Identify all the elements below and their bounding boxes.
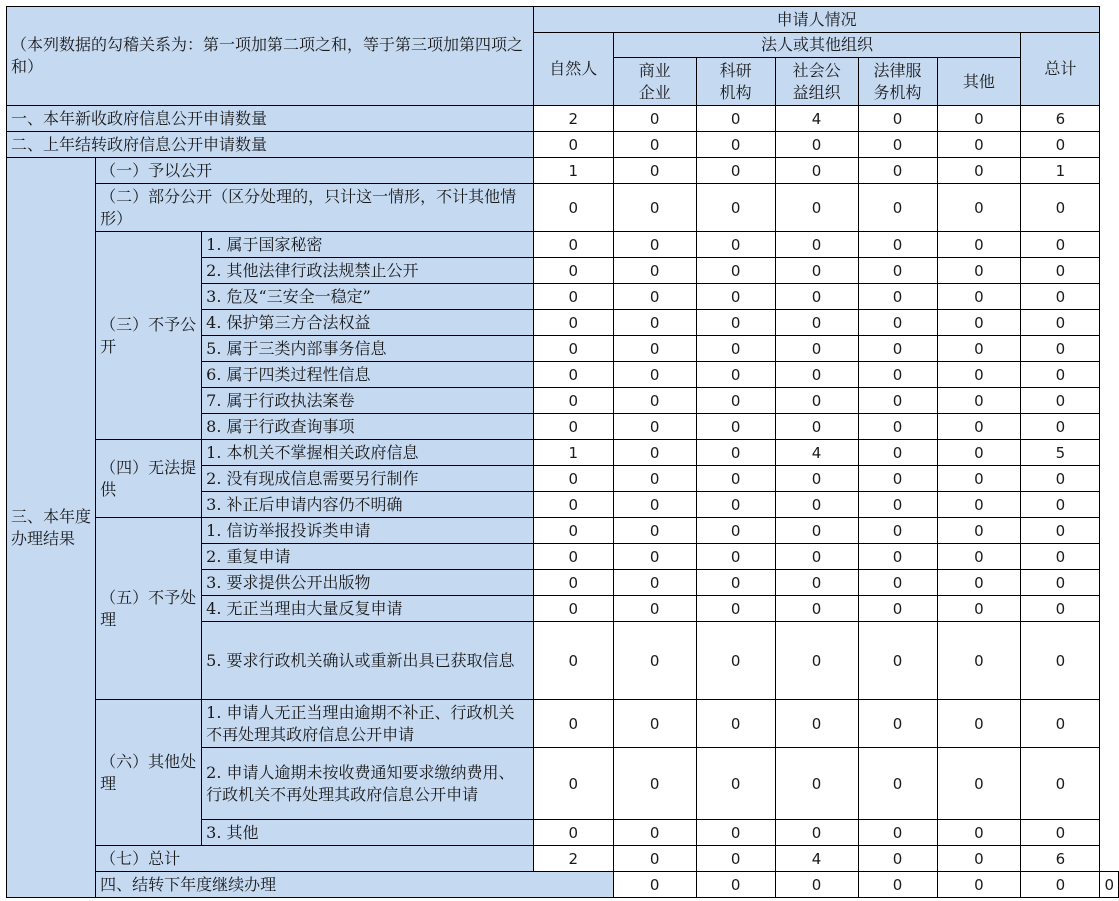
cell: 4 xyxy=(775,440,858,466)
cell: 0 xyxy=(1021,258,1100,284)
cell: 1 xyxy=(533,440,613,466)
row-label: 2. 重复申请 xyxy=(202,544,534,570)
row-label: 2. 没有现成信息需要另行制作 xyxy=(202,466,534,492)
cell: 0 xyxy=(533,820,613,846)
cell: 1 xyxy=(1021,158,1100,184)
cell: 0 xyxy=(937,310,1021,336)
cell: 0 xyxy=(858,258,937,284)
cell: 0 xyxy=(696,158,775,184)
cell: 0 xyxy=(696,748,775,820)
table-row xyxy=(7,232,1119,258)
statistics-table xyxy=(6,6,1119,898)
table-row xyxy=(7,132,1119,158)
header-social: 社会公 益组织 xyxy=(775,58,858,106)
cell: 0 xyxy=(696,466,775,492)
cell: 0 xyxy=(775,310,858,336)
cell: 0 xyxy=(937,544,1021,570)
cell: 0 xyxy=(775,284,858,310)
cell: 0 xyxy=(613,872,696,898)
cell: 0 xyxy=(937,748,1021,820)
cell: 0 xyxy=(1021,700,1100,748)
header-note: （本列数据的勾稽关系为：第一项加第二项之和，等于第三项加第四项之和） xyxy=(7,7,534,106)
row-label: 3. 补正后申请内容仍不明确 xyxy=(202,492,534,518)
row-label: 2. 申请人逾期未按收费通知要求缴纳费用、行政机关不再处理其政府信息公开申请 xyxy=(202,748,534,820)
cell: 0 xyxy=(937,106,1021,132)
cell: 0 xyxy=(696,622,775,700)
cell: 0 xyxy=(696,820,775,846)
cell: 0 xyxy=(858,700,937,748)
cell: 0 xyxy=(1021,544,1100,570)
cell: 0 xyxy=(1021,466,1100,492)
cell: 0 xyxy=(613,596,696,622)
cell: 0 xyxy=(858,440,937,466)
row-label: 8. 属于行政查询事项 xyxy=(202,414,534,440)
cell: 0 xyxy=(696,544,775,570)
header-total: 总计 xyxy=(1021,33,1100,106)
cell: 0 xyxy=(937,872,1021,898)
table-row xyxy=(7,440,1119,466)
cell: 0 xyxy=(696,232,775,258)
cell: 0 xyxy=(858,414,937,440)
cell: 0 xyxy=(696,106,775,132)
cell: 0 xyxy=(858,106,937,132)
cell: 0 xyxy=(613,310,696,336)
cell: 0 xyxy=(1021,622,1100,700)
cell: 0 xyxy=(696,492,775,518)
cell: 0 xyxy=(937,596,1021,622)
cell: 0 xyxy=(696,414,775,440)
cell: 0 xyxy=(775,362,858,388)
cell: 0 xyxy=(937,440,1021,466)
cell: 0 xyxy=(1021,388,1100,414)
row-label: 4. 无正当理由大量反复申请 xyxy=(202,596,534,622)
cell: 0 xyxy=(613,622,696,700)
row-label: 5. 属于三类内部事务信息 xyxy=(202,336,534,362)
row-label: 1. 本机关不掌握相关政府信息 xyxy=(202,440,534,466)
cell: 0 xyxy=(613,388,696,414)
cell: 0 xyxy=(937,820,1021,846)
cell: 0 xyxy=(533,518,613,544)
cell: 0 xyxy=(696,872,775,898)
group-result: 三、本年度办理结果 xyxy=(7,158,96,898)
cell: 0 xyxy=(533,748,613,820)
cell: 0 xyxy=(775,184,858,232)
cell: 4 xyxy=(775,846,858,872)
cell: 0 xyxy=(613,570,696,596)
cell: 0 xyxy=(613,544,696,570)
table-row xyxy=(7,700,1119,748)
cell: 0 xyxy=(775,872,858,898)
cell: 0 xyxy=(613,284,696,310)
cell: 0 xyxy=(1021,414,1100,440)
cell: 0 xyxy=(937,700,1021,748)
cell: 0 xyxy=(858,596,937,622)
cell: 0 xyxy=(533,310,613,336)
cell: 0 xyxy=(775,570,858,596)
group-not-handle: （五）不予处理 xyxy=(96,518,202,700)
cell: 0 xyxy=(696,596,775,622)
cell: 0 xyxy=(533,492,613,518)
cell: 0 xyxy=(533,258,613,284)
cell: 0 xyxy=(775,466,858,492)
cell: 0 xyxy=(1021,518,1100,544)
row-label: 3. 危及“三安全一稳定” xyxy=(202,284,534,310)
cell: 0 xyxy=(696,388,775,414)
cell: 0 xyxy=(1021,284,1100,310)
cell: 0 xyxy=(613,336,696,362)
cell: 0 xyxy=(858,232,937,258)
row-label: 2. 其他法律行政法规禁止公开 xyxy=(202,258,534,284)
cell: 0 xyxy=(1021,872,1100,898)
cell: 0 xyxy=(858,622,937,700)
cell: 0 xyxy=(937,622,1021,700)
row-label: （一）予以公开 xyxy=(96,158,534,184)
cell: 0 xyxy=(533,132,613,158)
cell: 0 xyxy=(613,414,696,440)
cell: 0 xyxy=(696,846,775,872)
cell: 0 xyxy=(858,388,937,414)
cell: 0 xyxy=(533,570,613,596)
cell: 0 xyxy=(1021,336,1100,362)
cell: 0 xyxy=(937,570,1021,596)
cell: 0 xyxy=(937,466,1021,492)
cell: 6 xyxy=(1021,106,1100,132)
cell: 0 xyxy=(775,158,858,184)
cell: 0 xyxy=(937,158,1021,184)
cell: 0 xyxy=(696,362,775,388)
header-applicant: 申请人情况 xyxy=(533,7,1100,33)
cell: 0 xyxy=(696,570,775,596)
cell: 0 xyxy=(613,258,696,284)
cell: 0 xyxy=(775,748,858,820)
cell: 0 xyxy=(775,388,858,414)
cell: 0 xyxy=(696,132,775,158)
cell: 0 xyxy=(775,596,858,622)
header-natural-person: 自然人 xyxy=(533,33,613,106)
cell: 0 xyxy=(533,336,613,362)
header-commercial: 商业 企业 xyxy=(613,58,696,106)
cell: 0 xyxy=(1021,310,1100,336)
cell: 0 xyxy=(775,232,858,258)
row-label: 1. 属于国家秘密 xyxy=(202,232,534,258)
row-label: 1. 信访举报投诉类申请 xyxy=(202,518,534,544)
cell: 0 xyxy=(775,336,858,362)
cell: 0 xyxy=(533,596,613,622)
cell: 0 xyxy=(937,232,1021,258)
cell: 0 xyxy=(937,846,1021,872)
cell: 0 xyxy=(858,872,937,898)
cell: 0 xyxy=(533,544,613,570)
cell: 0 xyxy=(775,544,858,570)
cell: 0 xyxy=(613,184,696,232)
row-label: 3. 其他 xyxy=(202,820,534,846)
cell: 0 xyxy=(775,492,858,518)
cell: 0 xyxy=(613,440,696,466)
cell: 0 xyxy=(613,232,696,258)
cell: 0 xyxy=(533,284,613,310)
cell: 0 xyxy=(1021,362,1100,388)
cell: 0 xyxy=(937,336,1021,362)
cell: 5 xyxy=(1021,440,1100,466)
row-label: 7. 属于行政执法案卷 xyxy=(202,388,534,414)
cell: 0 xyxy=(533,232,613,258)
row-label: （二）部分公开（区分处理的，只计这一情形，不计其他情形） xyxy=(96,184,534,232)
cell: 0 xyxy=(613,158,696,184)
cell: 0 xyxy=(775,414,858,440)
cell: 0 xyxy=(1100,872,1119,898)
row-label: 一、本年新收政府信息公开申请数量 xyxy=(7,106,534,132)
row-label: 6. 属于四类过程性信息 xyxy=(202,362,534,388)
cell: 0 xyxy=(533,622,613,700)
cell: 0 xyxy=(696,184,775,232)
group-other-handle: （六）其他处理 xyxy=(96,700,202,846)
cell: 0 xyxy=(937,492,1021,518)
table-row xyxy=(7,158,1119,184)
cell: 6 xyxy=(1021,846,1100,872)
cell: 0 xyxy=(533,362,613,388)
cell: 0 xyxy=(613,466,696,492)
cell: 0 xyxy=(858,184,937,232)
cell: 0 xyxy=(858,492,937,518)
cell: 0 xyxy=(1021,132,1100,158)
cell: 0 xyxy=(533,466,613,492)
cell: 0 xyxy=(533,414,613,440)
cell: 0 xyxy=(858,466,937,492)
cell: 0 xyxy=(613,700,696,748)
cell: 0 xyxy=(1021,820,1100,846)
cell: 0 xyxy=(696,310,775,336)
cell: 0 xyxy=(1021,570,1100,596)
header-legal: 法律服 务机构 xyxy=(858,58,937,106)
header-other: 其他 xyxy=(937,58,1021,106)
row-label: 1. 申请人无正当理由逾期不补正、行政机关不再处理其政府信息公开申请 xyxy=(202,700,534,748)
cell: 0 xyxy=(1021,232,1100,258)
cell: 0 xyxy=(858,518,937,544)
cell: 0 xyxy=(937,414,1021,440)
row-label: 四、结转下年度继续办理 xyxy=(96,872,614,898)
row-label: 5. 要求行政机关确认或重新出具已获取信息 xyxy=(202,622,534,700)
cell: 0 xyxy=(937,258,1021,284)
cell: 0 xyxy=(1021,596,1100,622)
cell: 0 xyxy=(858,362,937,388)
table-row xyxy=(7,518,1119,544)
cell: 0 xyxy=(858,570,937,596)
cell: 0 xyxy=(937,284,1021,310)
cell: 0 xyxy=(613,820,696,846)
cell: 0 xyxy=(1021,492,1100,518)
table-row xyxy=(7,184,1119,232)
header-research: 科研 机构 xyxy=(696,58,775,106)
cell: 0 xyxy=(858,132,937,158)
cell: 0 xyxy=(1021,184,1100,232)
group-cannot-provide: （四）无法提供 xyxy=(96,440,202,518)
row-label: 4. 保护第三方合法权益 xyxy=(202,310,534,336)
row-label: （七）总计 xyxy=(96,846,534,872)
cell: 0 xyxy=(775,700,858,748)
cell: 0 xyxy=(775,622,858,700)
cell: 4 xyxy=(775,106,858,132)
cell: 0 xyxy=(858,310,937,336)
group-not-open: （三）不予公开 xyxy=(96,232,202,440)
cell: 0 xyxy=(775,820,858,846)
cell: 0 xyxy=(858,748,937,820)
cell: 0 xyxy=(613,518,696,544)
row-label: 3. 要求提供公开出版物 xyxy=(202,570,534,596)
cell: 0 xyxy=(775,132,858,158)
cell: 0 xyxy=(937,184,1021,232)
cell: 1 xyxy=(533,158,613,184)
cell: 0 xyxy=(937,388,1021,414)
cell: 0 xyxy=(613,106,696,132)
cell: 0 xyxy=(613,846,696,872)
cell: 0 xyxy=(613,362,696,388)
cell: 0 xyxy=(696,700,775,748)
cell: 0 xyxy=(696,258,775,284)
cell: 0 xyxy=(696,518,775,544)
cell: 0 xyxy=(858,820,937,846)
table-row xyxy=(7,872,1119,898)
cell: 0 xyxy=(1021,748,1100,820)
cell: 0 xyxy=(533,700,613,748)
cell: 0 xyxy=(696,440,775,466)
table-row xyxy=(7,846,1119,872)
cell: 0 xyxy=(533,184,613,232)
cell: 0 xyxy=(858,544,937,570)
table-row xyxy=(7,106,1119,132)
cell: 2 xyxy=(533,846,613,872)
cell: 0 xyxy=(775,258,858,284)
cell: 0 xyxy=(775,518,858,544)
cell: 2 xyxy=(533,106,613,132)
cell: 0 xyxy=(937,362,1021,388)
cell: 0 xyxy=(696,336,775,362)
cell: 0 xyxy=(858,284,937,310)
cell: 0 xyxy=(533,388,613,414)
cell: 0 xyxy=(858,336,937,362)
cell: 0 xyxy=(858,846,937,872)
row-label: 二、上年结转政府信息公开申请数量 xyxy=(7,132,534,158)
cell: 0 xyxy=(937,132,1021,158)
cell: 0 xyxy=(937,518,1021,544)
cell: 0 xyxy=(613,748,696,820)
cell: 0 xyxy=(696,284,775,310)
cell: 0 xyxy=(613,492,696,518)
cell: 0 xyxy=(613,132,696,158)
header-org-group: 法人或其他组织 xyxy=(613,33,1021,58)
cell: 0 xyxy=(858,158,937,184)
